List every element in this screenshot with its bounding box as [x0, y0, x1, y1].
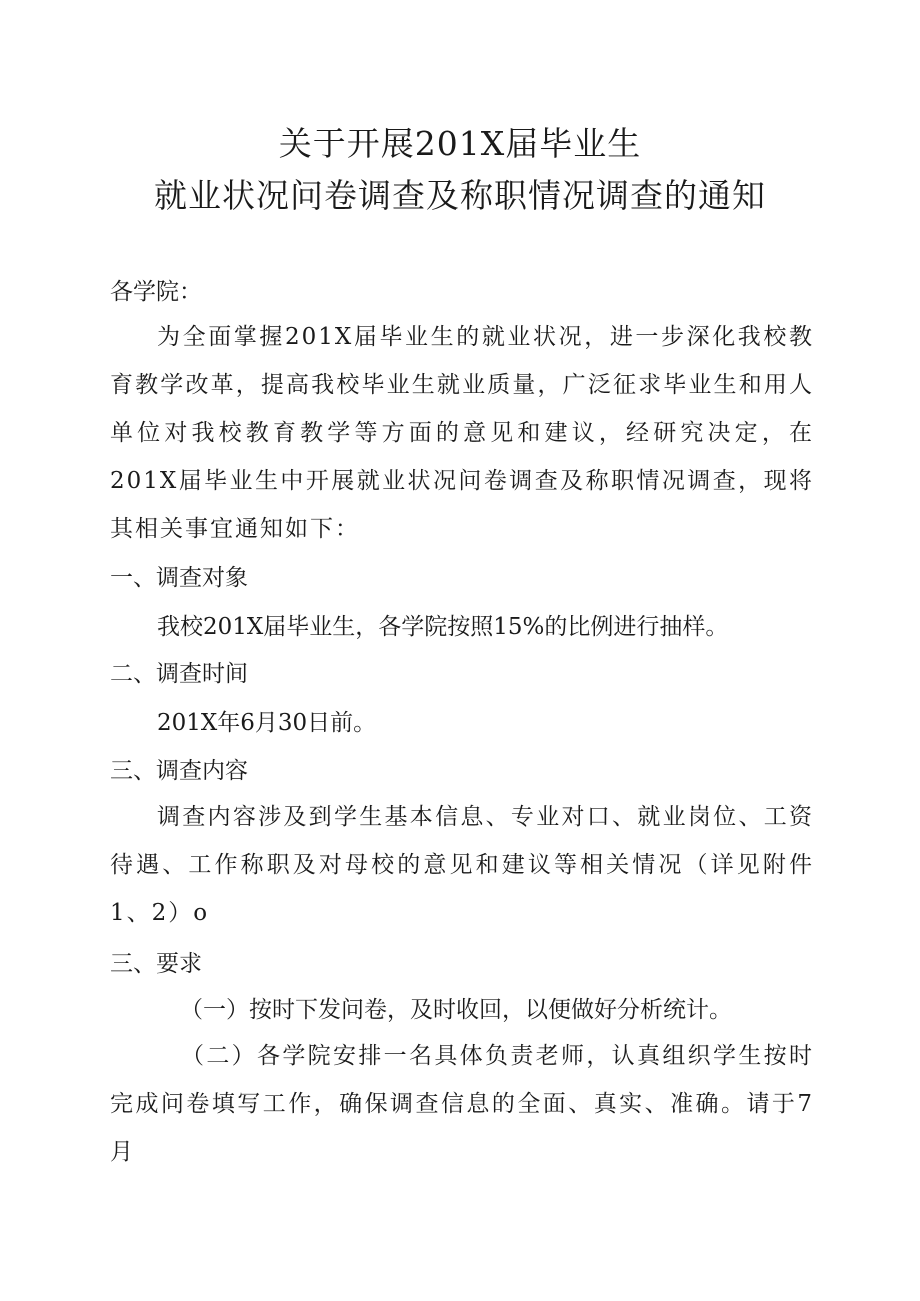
intro-paragraph: 为全面掌握201X届毕业生的就业状况，进一步深化我校教育教学改革，提高我校毕业生就业质量，广泛征求毕业生和用人单位对我校教育教学等方面的意见和建议，经研究决定，在201X届毕业生中开展就业状况问卷调查及称职情况调查，现将其相关事宜通知如下：: [110, 324, 814, 542]
salutation: 各学院：: [110, 279, 202, 305]
section-2-body: 201X年6月30日前。: [157, 710, 377, 736]
requirement-1: （一）按时下发问卷，及时收回，以便做好分析统计。: [180, 997, 732, 1023]
section-2-heading: 二、调查时间: [110, 661, 248, 687]
section-3-body: 调查内容涉及到学生基本信息、专业对口、就业岗位、工资待遇、工作称职及对母校的意见和建议等相关情况（详见附件1、2）o: [110, 804, 814, 926]
section-1-heading: 一、调查对象: [110, 565, 248, 591]
requirement-2: （二）各学院安排一名具体负责老师，认真组织学生按时完成问卷填写工作，确保调查信息的全面、真实、准确。请于7月: [110, 1043, 814, 1165]
document-title-line-2: 就业状况问卷调查及称职情况调查的通知: [154, 176, 766, 215]
section-3-heading: 三、调查内容: [110, 758, 248, 784]
section-4-heading: 三、要求: [110, 951, 202, 977]
section-1-body: 我校201X届毕业生，各学院按照15%的比例进行抽样。: [157, 614, 729, 640]
document-title-line-1: 关于开展201X届毕业生: [278, 124, 642, 163]
